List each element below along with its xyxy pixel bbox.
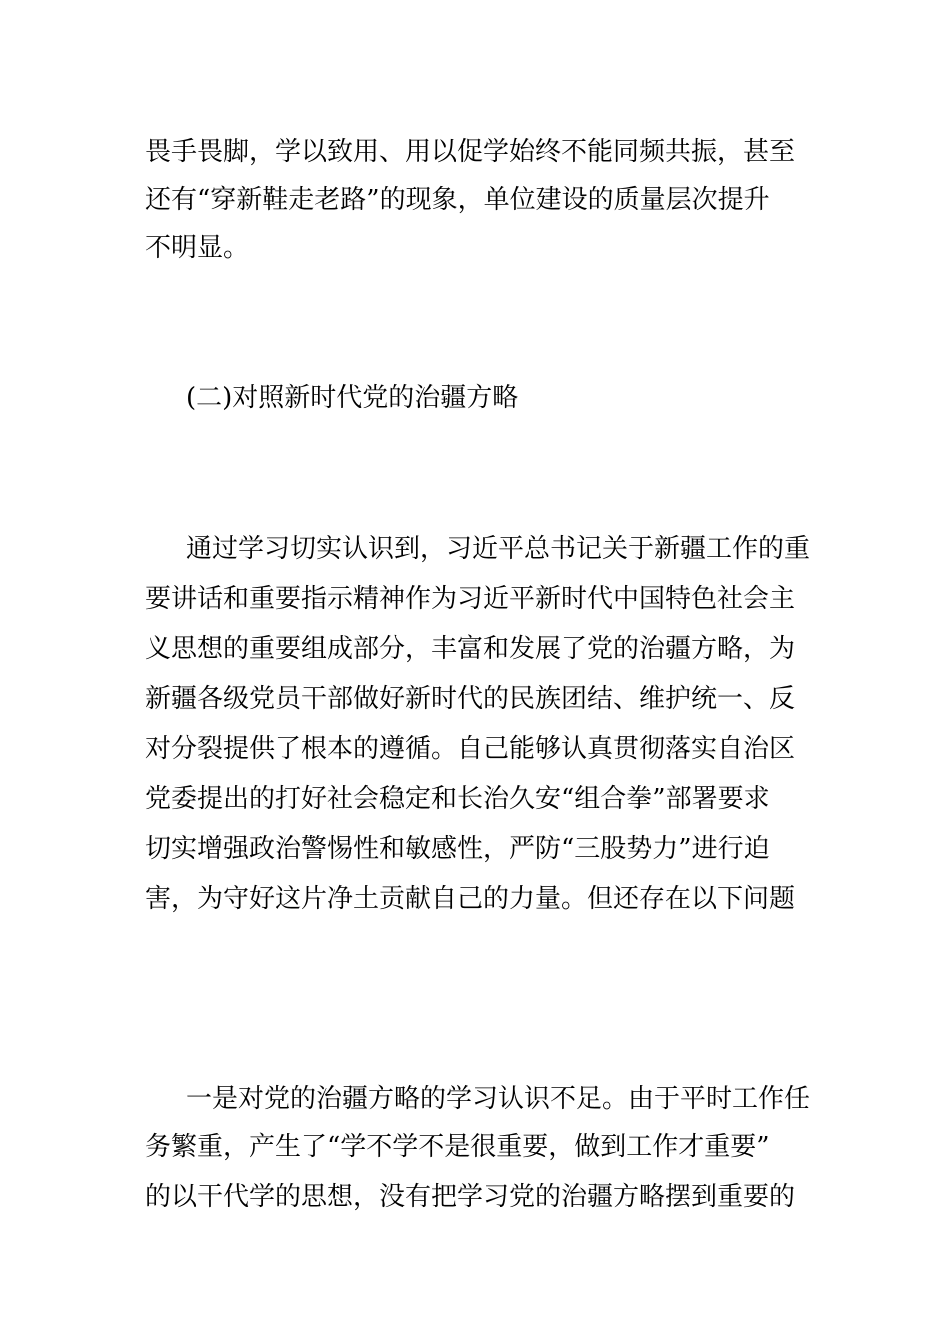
paragraph-3-line-3: 义思想的重要组成部分，丰富和发展了党的治疆方略，为	[145, 634, 796, 664]
paragraph-3-line-5: 对分裂提供了根本的遵循。自己能够认真贯彻落实自治区	[145, 734, 796, 764]
paragraph-3-line-2: 要讲话和重要指示精神作为习近平新时代中国特色社会主	[145, 584, 796, 614]
paragraph-1-line-2: 还有“穿新鞋走老路”的现象，单位建设的质量层次提升	[145, 185, 770, 215]
paragraph-1-line-1: 畏手畏脚，学以致用、用以促学始终不能同频共振，甚至	[145, 137, 796, 167]
paragraph-4-line-1: 一是对党的治疆方略的学习认识不足。由于平时工作任	[186, 1084, 811, 1114]
paragraph-1-line-3: 不明显。	[145, 233, 250, 263]
paragraph-3-line-1: 通过学习切实认识到，习近平总书记关于新疆工作的重	[186, 534, 811, 564]
paragraph-4-line-3: 的以干代学的思想，没有把学习党的治疆方略摆到重要的	[145, 1182, 796, 1212]
paragraph-3-line-4: 新疆各级党员干部做好新时代的民族团结、维护统一、反	[145, 684, 796, 714]
paragraph-3-line-6: 党委提出的打好社会稳定和长治久安“组合拳”部署要求	[145, 784, 770, 814]
paragraph-3-line-8: 害，为守好这片净土贡献自己的力量。但还存在以下问题	[145, 884, 796, 914]
paragraph-4-line-2: 务繁重，产生了“学不学不是很重要，做到工作才重要”	[145, 1132, 770, 1162]
paragraph-3-line-7: 切实增强政治警惕性和敏感性，严防“三股势力”进行迫	[145, 834, 770, 864]
section-heading: (二)对照新时代党的治疆方略	[186, 383, 519, 413]
